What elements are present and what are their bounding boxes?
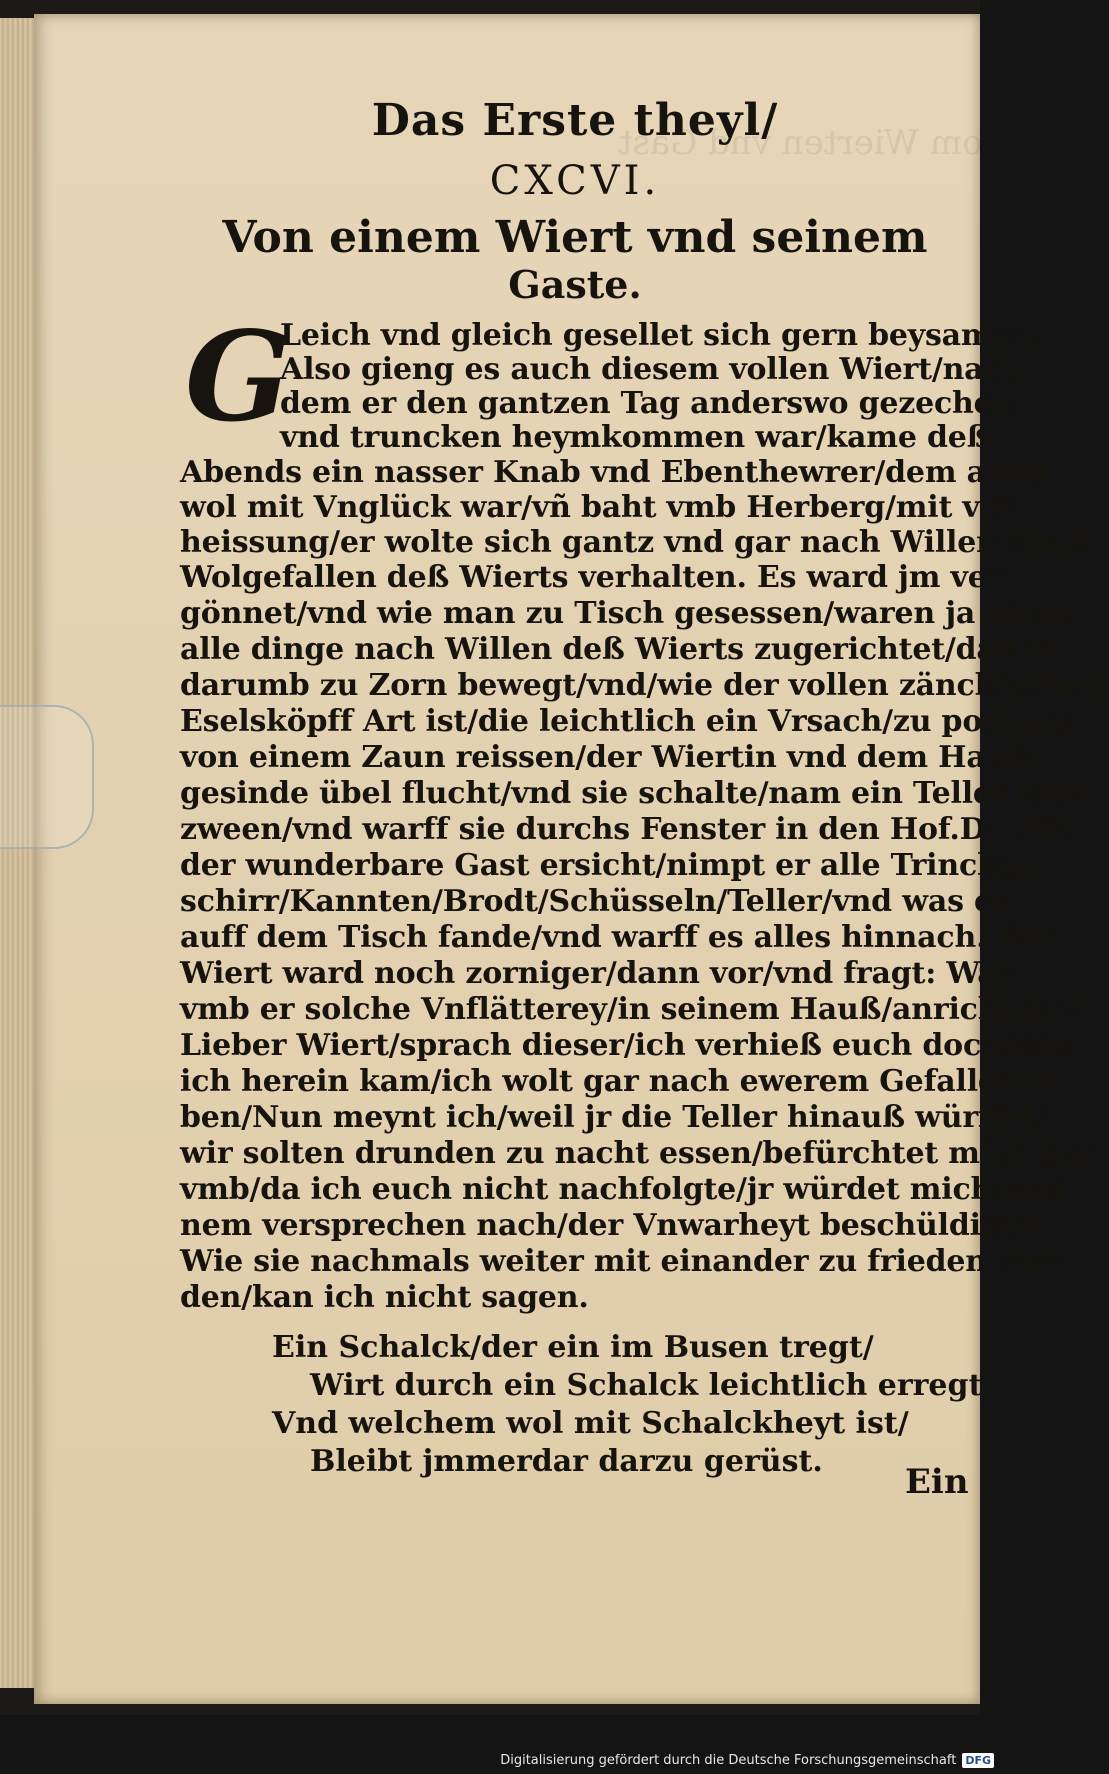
verse-line: Wirt durch ein Schalck leichtlich erregt. xyxy=(310,1368,993,1403)
body-line: Eselsköpff Art ist/die leichtlich ein Vrsach/zu pochen/ xyxy=(180,704,1074,739)
body-line: zween/vnd warff sie durchs Fenster in den Hof.Da diß xyxy=(180,812,1070,847)
body-line: vmb/da ich euch nicht nachfolgte/jr würdet mich/mei- xyxy=(180,1172,1077,1207)
footer-credit: Digitalisierung gefördert durch die Deutsche Forschungsgemeinschaft xyxy=(500,1752,957,1768)
body-line: Leich vnd gleich gesellet sich gern beysamen. xyxy=(280,318,1044,353)
body-line: darumb zu Zorn bewegt/vnd/wie der vollen zänckischen xyxy=(180,668,1104,703)
body-line: Wolgefallen deß Wierts verhalten. Es ward jm ver- xyxy=(180,560,1015,595)
body-line: dem er den gantzen Tag anderswo gezechet/ xyxy=(280,386,1017,421)
body-line: auff dem Tisch fande/vnd warff es alles hinnach. Der xyxy=(180,920,1057,955)
body-line: ich herein kam/ich wolt gar nach ewerem Gefallen le- xyxy=(180,1064,1071,1099)
body-line: gesinde übel flucht/vnd sie schalte/nam ein Teller oder xyxy=(180,776,1093,811)
body-line: der wunderbare Gast ersicht/nimpt er alle Trinckge- xyxy=(180,848,1050,883)
digitization-footer xyxy=(500,1750,994,1770)
page-clip xyxy=(0,705,94,849)
body-line: gönnet/vnd wie man zu Tisch gesessen/waren ja nicht xyxy=(180,596,1072,631)
body-line: Abends ein nasser Knab vnd Ebenthewrer/dem auch xyxy=(180,455,1048,490)
body-line: vnd truncken heymkommen war/kame deß xyxy=(280,420,990,455)
verse-line: Ein Schalck/der ein im Busen tregt/ xyxy=(272,1330,874,1365)
running-head: Das Erste theyl/ xyxy=(371,95,779,146)
dfg-logo-icon: DFG xyxy=(962,1753,994,1768)
body-line: wol mit Vnglück war/vñ baht vmb Herberg/mit ver- xyxy=(180,490,1027,525)
chapter-title-line-1: Von einem Wiert vnd seinem xyxy=(222,212,928,263)
body-line: Wie sie nachmals weiter mit einander zu frieden wor- xyxy=(180,1244,1071,1279)
body-line: nem versprechen nach/der Vnwarheyt beschüldigen. xyxy=(180,1208,1053,1243)
body-line: von einem Zaun reissen/der Wiertin vnd dem Hauß- xyxy=(180,740,1043,775)
body-line: alle dinge nach Willen deß Wierts zugerichtet/daß er xyxy=(180,632,1063,667)
body-line: wir solten drunden zu nacht essen/befürchtet mich dar- xyxy=(180,1136,1109,1171)
body-line: heissung/er wolte sich gantz vnd gar nach Willen vnnd xyxy=(180,525,1090,560)
verse-line: Vnd welchem wol mit Schalckheyt ist/ xyxy=(272,1406,909,1441)
body-line: den/kan ich nicht sagen. xyxy=(180,1280,589,1315)
body-line: Also gieng es auch diesem vollen Wiert/nach xyxy=(280,352,1024,387)
catchword: Ein xyxy=(905,1462,969,1502)
body-line: Wiert ward noch zorniger/dann vor/vnd fragt: War- xyxy=(180,956,1025,991)
body-line: vmb er solche Vnflätterey/in seinem Hauß/anrichtete? xyxy=(180,992,1082,1027)
chapter-title-line-2: Gaste. xyxy=(508,262,642,307)
bleed-through-text: Vom Wierten vnd Gast xyxy=(618,123,1004,163)
verse-line: Bleibt jmmerdar darzu gerüst. xyxy=(310,1444,823,1479)
drop-initial: G xyxy=(185,305,291,450)
chapter-numeral: CXCVI. xyxy=(489,158,661,204)
body-line: Lieber Wiert/sprach dieser/ich verhieß euch doch/wie xyxy=(180,1028,1070,1063)
body-line: ben/Nun meynt ich/weil jr die Teller hinauß würffet/ xyxy=(180,1100,1047,1135)
body-line: schirr/Kannten/Brodt/Schüsseln/Teller/vnd was er xyxy=(180,884,1009,919)
